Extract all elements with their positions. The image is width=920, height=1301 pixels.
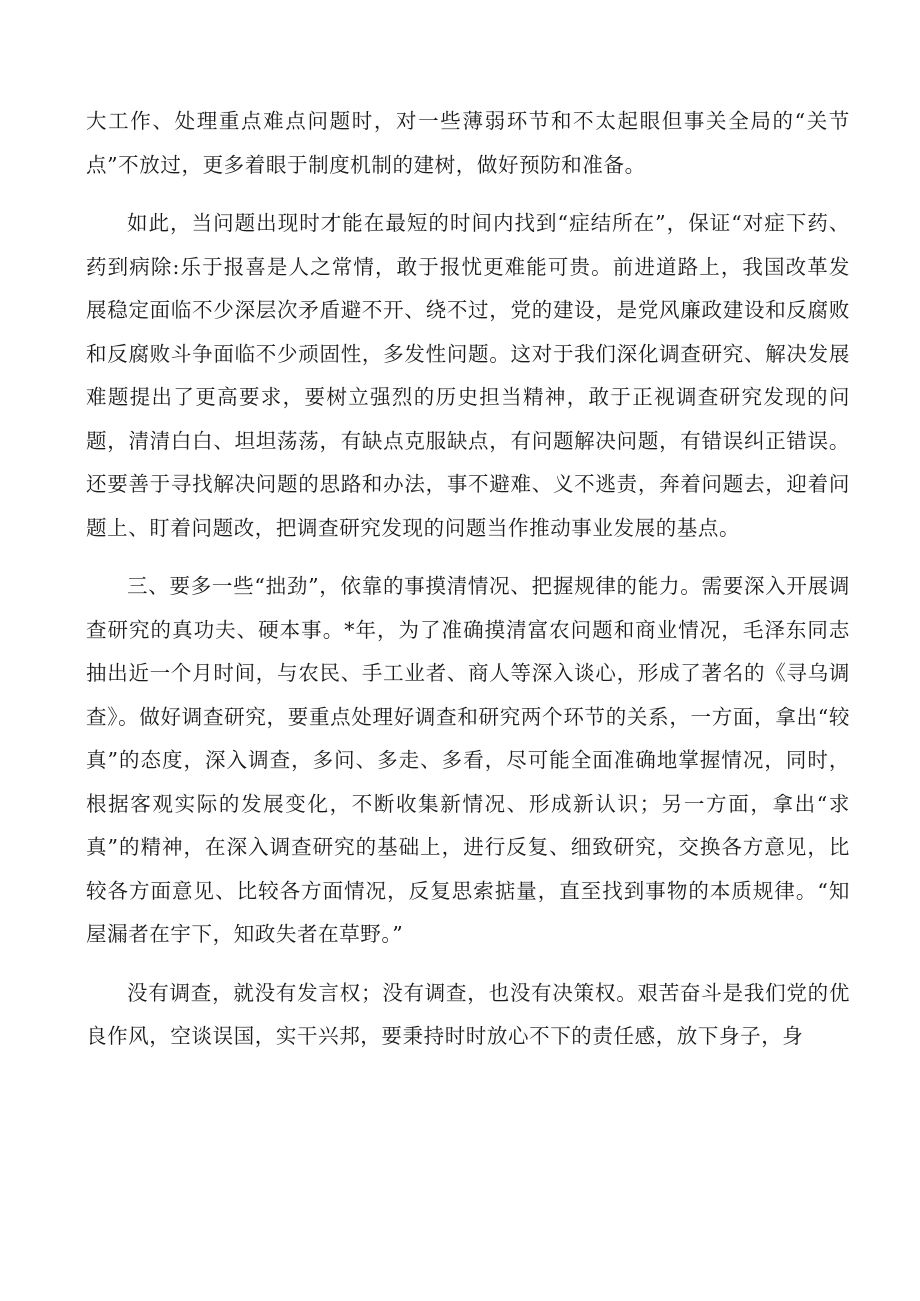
paragraph-no-investigation: 没有调查，就没有发言权；没有调查，也没有决策权。艰苦奋斗是我们党的优良作风，空谈误国，实干兴邦，要秉持时时放心不下的责任感，放下身子，身 — [86, 980, 850, 1048]
paragraph-section-three: 三、要多一些“拙劲”，依靠的事摸清情况、把握规律的能力。需要深入开展调查研究的真功夫、硬本事。*年，为了准确摸清富农问题和商业情况，毛泽东同志抽出近一个月时间，与农民、手工业者、商人等深入谈心，形成了著名的《寻乌调查》。做好调查研究，要重点处理好调查和研究两个环节的关系，一方面，拿出“较真”的态度，深入调查，多问、多走、多看，尽可能全面准确地掌握情况，同时，根据客观实际的发展变化，不断收集新情况、形成新认识；另一方面，拿出“求真”的精神，在深入调查研究的基础上，进行反复、细致研究，交换各方意见，比较各方面意见、比较各方面情况，反复思索掂量，直至找到事物的本质规律。“知屋漏者在宇下，知政失者在草野。” — [86, 574, 850, 946]
document-body — [86, 100, 850, 1059]
paragraph-symptom: 如此，当问题出现时才能在最短的时间内找到“症结所在”，保证“对症下药、药到病除:乐于报喜是人之常情，敢于报忧更难能可贵。前进道路上，我国改革发展稳定面临不少深层次矛盾避不开、绕不过，党的建设，是党风廉政建设和反腐败和反腐败斗争面临不少顽固性，多发性问题。这对于我们深化调查研究、解决发展难题提出了更高要求，要树立强烈的历史担当精神，敢于正视调查研究发现的问题，清清白白、坦坦荡荡，有缺点克服缺点，有问题解决问题，有错误纠正错误。还要善于寻找解决问题的思路和办法，事不避难、义不逃责，奔着问题去，迎着问题上、盯着问题改，把调查研究发现的问题当作推动事业发展的基点。 — [86, 211, 850, 540]
paragraph-continuation: 大工作、处理重点难点问题时，对一些薄弱环节和不太起眼但事关全局的“关节点”不放过，更多着眼于制度机制的建树，做好预防和准备。 — [86, 109, 850, 177]
